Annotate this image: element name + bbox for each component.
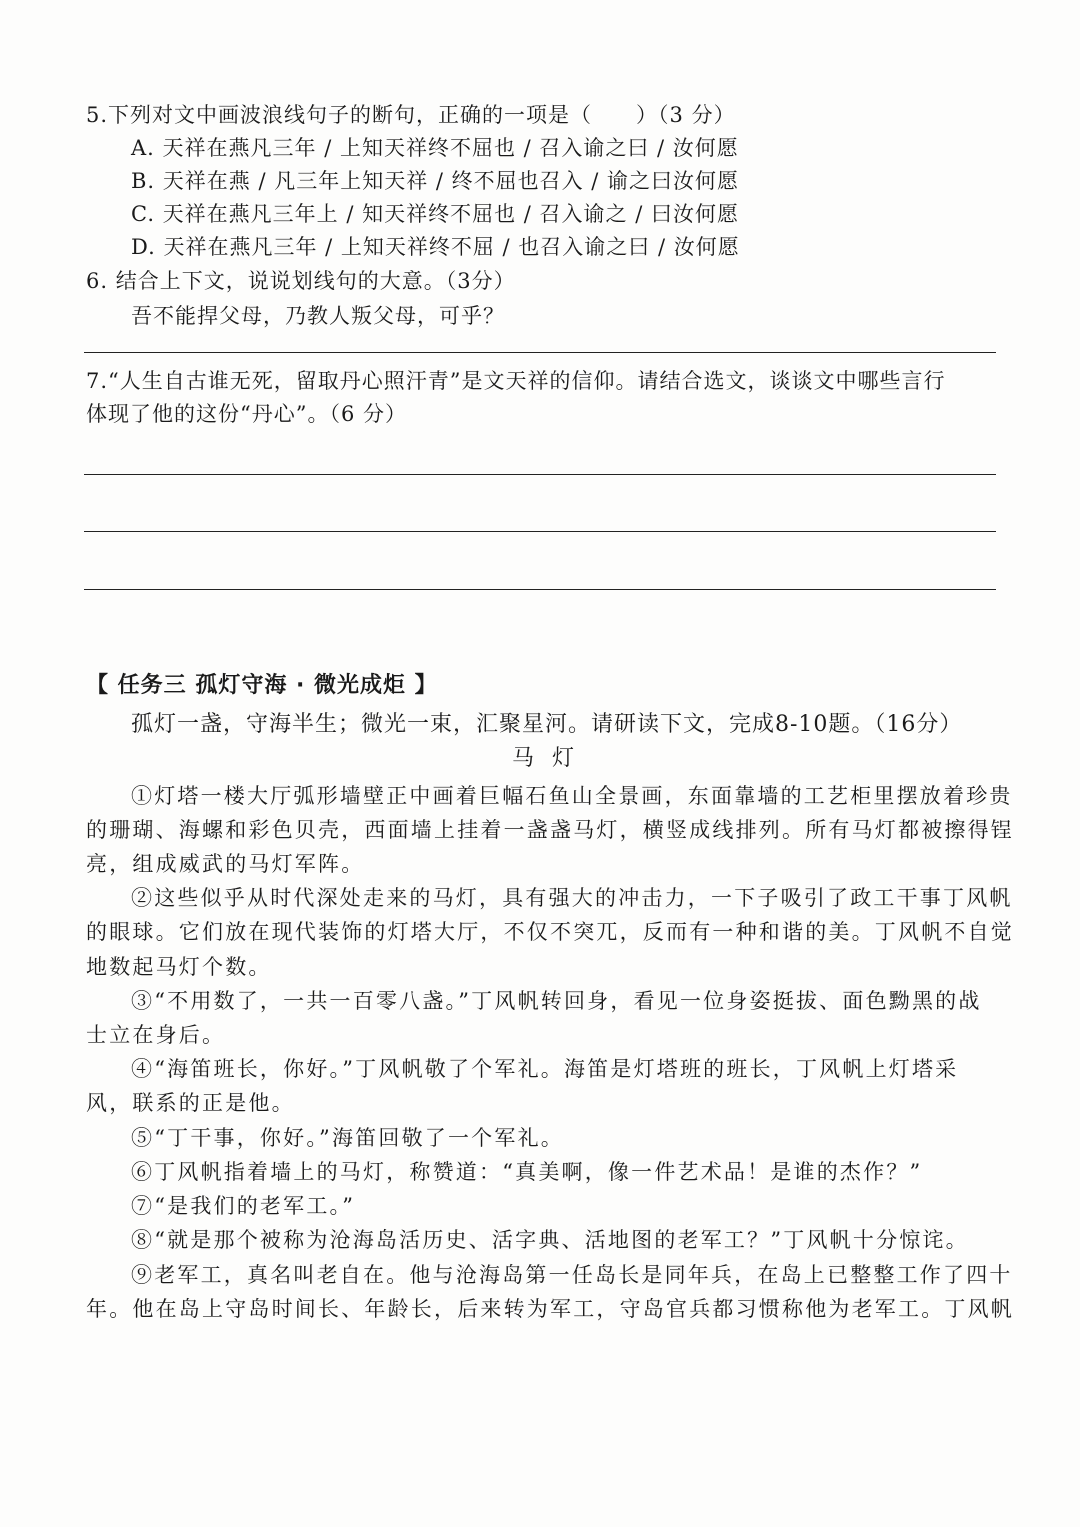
- q5-option-c: C. 天祥在燕凡三年上 / 知天祥终不屈也 / 召入谕之 / 曰汝何愿: [131, 202, 739, 226]
- paragraph-line: 的眼球。它们放在现代装饰的灯塔大厅，不仅不突兀，反而有一种和谐的美。丁风帆不自觉: [86, 920, 1014, 944]
- paragraph-line: 年。他在岛上守岛时间长、年龄长，后来转为军工，守岛官兵都习惯称他为老军工。丁风帆: [86, 1297, 1014, 1321]
- q7-answer-line-2: [84, 531, 996, 532]
- q7-stem-line2: 体现了他的这份“丹心”。（6 分）: [86, 402, 408, 426]
- q7-answer-line-1: [84, 474, 996, 475]
- q7-stem-line1: 7.“人生自古谁无死，留取丹心照汗青”是文天祥的信仰。请结合选文，谈谈文中哪些言行: [86, 369, 946, 393]
- paragraph-line: ①灯塔一楼大厅弧形墙壁正中画着巨幅石鱼山全景画，东面靠墙的工艺柜里摆放着珍贵: [131, 784, 1013, 808]
- article-title: 马灯: [512, 746, 593, 771]
- paragraph-line: ⑧“就是那个被称为沧海岛活历史、活字典、活地图的老军工？”丁风帆十分惊诧。: [131, 1228, 969, 1252]
- task3-title: 【 任务三 孤灯守海 · 微光成炬 】: [86, 673, 438, 698]
- paragraph-line: ⑨老军工，真名叫老自在。他与沧海岛第一任岛长是同年兵，在岛上已整整工作了四十: [131, 1263, 1013, 1287]
- paragraph-line: ⑤“丁干事，你好。”海笛回敬了一个军礼。: [131, 1126, 564, 1150]
- q6-answer-line: [84, 352, 996, 353]
- q5-option-b: B. 天祥在燕 / 凡三年上知天祥 / 终不屈也召入 / 谕之曰汝何愿: [131, 169, 740, 193]
- q6-stem: 6. 结合上下文，说说划线句的大意。（3分）: [86, 269, 516, 293]
- paragraph-line: 地数起马灯个数。: [86, 955, 272, 979]
- paragraph-line: ④“海笛班长，你好。”丁风帆敬了个军礼。海笛是灯塔班的班长，丁风帆上灯塔采: [131, 1057, 959, 1081]
- q5-option-a: A. 天祥在燕凡三年 / 上知天祥终不屈也 / 召入谕之曰 / 汝何愿: [131, 136, 739, 160]
- paragraph-line: ②这些似乎从时代深处走来的马灯，具有强大的冲击力，一下子吸引了政工干事丁风帆: [131, 886, 1013, 910]
- paragraph-line: 士立在身后。: [86, 1023, 226, 1047]
- paragraph-line: ⑥丁风帆指着墙上的马灯，称赞道：“真美啊，像一件艺术品！是谁的杰作？”: [131, 1160, 923, 1184]
- q5-stem: 5.下列对文中画波浪线句子的断句，正确的一项是（ ）（3 分）: [86, 103, 736, 127]
- paragraph-line: ③“不用数了，一共一百零八盏。”丁风帆转回身，看见一位身姿挺拔、面色黝黑的战: [131, 989, 982, 1013]
- paragraph-line: 亮，组成威武的马灯军阵。: [86, 852, 365, 876]
- paragraph-line: ⑦“是我们的老军工。”: [131, 1194, 356, 1218]
- task3-intro: 孤灯一盏，守海半生；微光一束，汇聚星河。请研读下文，完成8-10题。（16分）: [131, 712, 963, 737]
- q6-quote: 吾不能捍父母，乃教人叛父母，可乎？: [131, 304, 505, 328]
- paragraph-line: 风，联系的正是他。: [86, 1091, 295, 1115]
- q5-option-d: D. 天祥在燕凡三年 / 上知天祥终不屈 / 也召入谕之曰 / 汝何愿: [131, 235, 740, 259]
- paragraph-line: 的珊瑚、海螺和彩色贝壳，西面墙上挂着一盏盏马灯，横竖成线排列。所有马灯都被擦得锃: [86, 818, 1014, 842]
- q7-answer-line-3: [84, 589, 996, 590]
